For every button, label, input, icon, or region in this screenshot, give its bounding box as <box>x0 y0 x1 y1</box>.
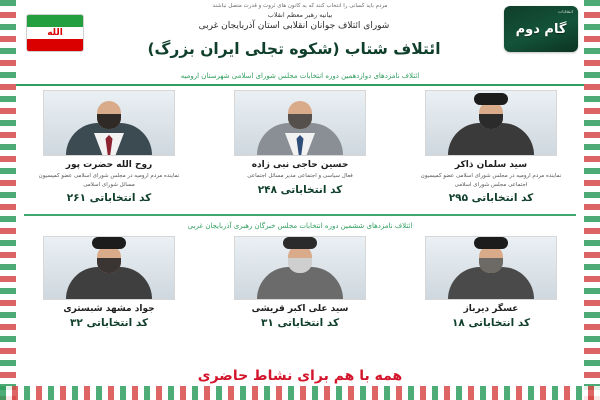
section-assembly <box>16 220 584 350</box>
candidate-name: سید سلمان ذاکر <box>454 160 528 170</box>
candidate-code-label: کد انتخاباتی <box>86 317 149 329</box>
candidate-photo <box>234 90 366 156</box>
candidate-name: عسگر دیرباز <box>463 304 519 314</box>
assembly-candidate-row <box>20 236 580 329</box>
logo-subtitle: انتخابات <box>558 10 573 15</box>
poster-header <box>16 0 584 86</box>
candidate-code <box>449 192 534 204</box>
poster-inner <box>16 0 584 400</box>
candidate-description: نماینده مردم ارومیه در مجلس شورای اسلامی عضو کمیسیون اجتماعی مجلس شورای اسلامی <box>420 173 562 188</box>
candidate-name: سید علی اکبر قریشی <box>251 304 349 314</box>
iran-flag-icon <box>26 14 84 52</box>
decorative-right-rail <box>584 0 600 400</box>
candidate-card <box>211 90 389 204</box>
assembly-section-label: ائتلاف نامزدهای ششمین دوره انتخابات مجلس خبرگان رهبری آذربایجان غربی <box>187 222 413 230</box>
logo-text: گام دوم <box>515 21 567 37</box>
candidate-card <box>211 236 389 329</box>
candidate-code-label: کد انتخاباتی <box>89 192 152 205</box>
candidate-description: نماینده مردم ارومیه در مجلس شورای اسلامی عضو کمیسیون مسائل شورای اسلامی <box>38 173 180 188</box>
candidate-code-label: کد انتخاباتی <box>280 183 343 196</box>
candidate-card <box>20 90 198 204</box>
coalition-headline: ائتلاف شتاب (شکوه تجلی ایران بزرگ) <box>147 40 441 58</box>
candidate-card <box>402 236 580 329</box>
candidate-code-value: ۲۹۵ <box>448 192 468 205</box>
candidate-code-value: ۱۸ <box>451 317 465 329</box>
candidate-photo <box>425 90 557 156</box>
candidate-photo <box>43 90 175 156</box>
candidate-code <box>67 192 152 204</box>
candidate-code-label: کد انتخاباتی <box>277 317 340 329</box>
header-subtitle: ائتلاف نامزدهای دوازدهمین دوره انتخابات مجلس شورای اسلامی شهرستان ارومیه <box>180 72 420 80</box>
header-quote-source: بیانیه رهبر معظم انقلاب <box>267 11 333 19</box>
candidate-code-value: ۲۴۸ <box>257 183 277 196</box>
candidate-photo <box>425 236 557 300</box>
candidate-name: جواد مشهد شبستری <box>63 304 155 314</box>
candidate-code-value: ۳۱ <box>260 317 274 329</box>
candidate-photo <box>234 236 366 300</box>
candidate-code <box>258 184 343 196</box>
coalition-title: شورای ائتلاف جوانان انقلابی استان آذربایجان غربی <box>198 21 390 31</box>
candidate-code-label: کد انتخاباتی <box>471 192 534 205</box>
candidate-code-value: ۲۶۱ <box>66 192 86 205</box>
candidate-description: فعال سیاسی و اجتماعی مدیر مسائل اجتماعی <box>247 173 353 179</box>
candidate-code <box>70 317 148 329</box>
section-parliament <box>16 86 584 220</box>
candidate-card <box>402 90 580 204</box>
candidate-card <box>20 236 198 329</box>
decorative-left-rail <box>0 0 16 400</box>
candidate-photo <box>43 236 175 300</box>
poster-slogan: همه با هم برای نشاط حاضری <box>197 368 403 384</box>
candidate-name: روح الله حضرت پور <box>65 160 153 170</box>
candidate-name: حسین حاجی نبی زاده <box>251 160 349 170</box>
candidate-code-value: ۳۲ <box>69 317 83 329</box>
section-divider <box>24 214 576 216</box>
decorative-bottom-band <box>0 386 600 400</box>
parliament-candidate-row <box>20 90 580 204</box>
candidate-code-label: کد انتخاباتی <box>468 317 531 329</box>
candidate-code <box>261 317 339 329</box>
flag-emblem-label: الله <box>47 27 63 38</box>
campaign-logo <box>504 6 578 52</box>
candidate-code <box>452 317 530 329</box>
header-quote-line: مردم باید کسانی را انتخاب کنند که به کانون های ثروت و قدرت متصل نباشند <box>212 3 388 9</box>
